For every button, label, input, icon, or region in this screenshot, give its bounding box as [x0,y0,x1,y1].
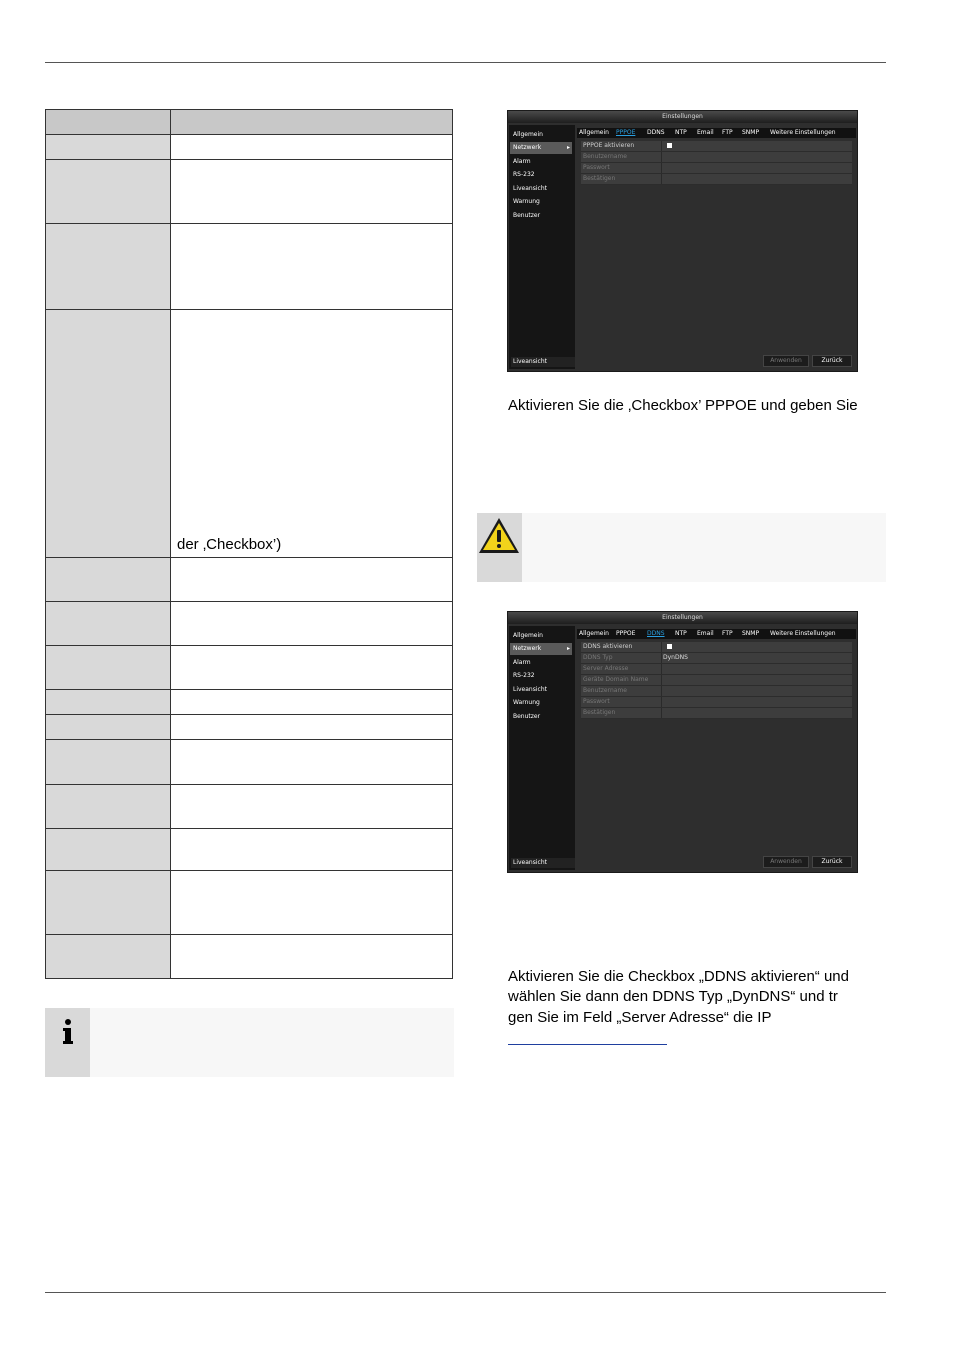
table-row-value [171,690,453,715]
sidebar-item-liveansicht[interactable]: Liveansicht [513,686,547,693]
link-underline[interactable] [508,1044,667,1045]
dvr-screenshot-ddns [507,611,858,873]
info-note [45,1008,454,1077]
dvr-tab-bar [577,629,856,639]
dvr-screenshot-pppoe [507,110,858,372]
row-separator [661,697,662,707]
dvr-settings-rows [581,141,852,185]
table-row-value [171,310,453,558]
setting-row-passwort [581,163,852,174]
table-row-value [171,160,453,224]
table-row-label [46,829,171,871]
tab-ntp[interactable]: NTP [675,630,687,637]
table-row-label [46,646,171,690]
sidebar-item-netzwerk[interactable]: Netzwerk ▸ [510,142,572,154]
table-row-value [171,715,453,740]
setting-label: Benutzername [583,687,627,694]
back-button[interactable]: Zurück [812,355,852,367]
table-header-parameter [46,110,171,135]
row-separator [661,163,662,173]
tab-ddns[interactable]: DDNS [647,630,665,637]
table-row-value [171,935,453,979]
table-row-label [46,602,171,646]
table-row-label [46,310,171,558]
dvr-window-title: Einstellungen [508,111,857,123]
setting-label: Benutzername [583,153,627,160]
table-row-value [171,558,453,602]
row-separator [661,675,662,685]
setting-row-pppoe-aktivieren [581,141,852,152]
row-separator [661,686,662,696]
setting-row-benutzername [581,152,852,163]
table-row-label [46,871,171,935]
table-row-value [171,740,453,785]
ddns-instruction-line-2: wählen Sie dann den DDNS Typ „DynDNS“ und tr [508,988,838,1005]
setting-row-ddns-typ [581,653,852,664]
table-row-value [171,135,453,160]
apply-button[interactable]: Anwenden [763,355,809,367]
setting-row-bestaetigen [581,174,852,185]
tab-allgemein[interactable]: Allgemein [579,129,609,136]
sidebar-item-alarm[interactable]: Alarm [513,659,531,666]
sidebar-item-rs232[interactable]: RS-232 [513,171,535,178]
tab-snmp[interactable]: SNMP [742,129,760,136]
ddns-type-select[interactable]: DynDNS [663,654,688,661]
table-row-value [171,785,453,829]
tab-pppoe[interactable]: PPPOE [616,129,636,136]
table-row-label [46,785,171,829]
back-button[interactable]: Zurück [812,856,852,868]
table-row-label [46,558,171,602]
tab-allgemein[interactable]: Allgemein [579,630,609,637]
setting-label: PPPOE aktivieren [583,142,635,149]
sidebar-item-alarm[interactable]: Alarm [513,158,531,165]
warning-note [477,513,886,582]
tab-ftp[interactable]: FTP [722,129,733,136]
table-row-value [171,871,453,935]
info-icon [45,1014,90,1054]
tab-ddns[interactable]: DDNS [647,129,665,136]
row-separator [661,653,662,663]
sidebar-item-warnung[interactable]: Warnung [513,198,540,205]
table-row-label [46,690,171,715]
setting-row-geraete-domain-name [581,675,852,686]
table-row-value [171,829,453,871]
sidebar-item-liveansicht[interactable]: Liveansicht [513,185,547,192]
dvr-window-title: Einstellungen [508,612,857,624]
table-row-label [46,935,171,979]
row-separator [661,174,662,184]
tab-snmp[interactable]: SNMP [742,630,760,637]
table-row-label [46,740,171,785]
setting-label: DDNS aktivieren [583,643,633,650]
row-separator [661,152,662,162]
ddns-checkbox[interactable] [667,644,672,649]
sidebar-item-rs232[interactable]: RS-232 [513,672,535,679]
sidebar-item-netzwerk[interactable]: Netzwerk ▸ [510,643,572,655]
dvr-tab-bar [577,128,856,138]
tab-pppoe[interactable]: PPPOE [616,630,636,637]
table-row-label [46,135,171,160]
bottom-rule [45,1292,886,1293]
setting-row-passwort [581,697,852,708]
table-row-value [171,602,453,646]
setting-row-benutzername [581,686,852,697]
top-rule [45,62,886,63]
setting-label: Passwort [583,698,610,705]
table-header-description [171,110,453,135]
sidebar-item-warnung[interactable]: Warnung [513,699,540,706]
table-row-value [171,646,453,690]
sidebar-item-allgemein[interactable]: Allgemein [513,131,543,138]
ddns-instruction-line-3: gen Sie im Feld „Server Adresse“ die IP [508,1009,772,1026]
row-separator [661,708,662,718]
liveansicht-button[interactable]: Liveansicht [511,858,575,868]
setting-label: Bestätigen [583,709,616,716]
warning-note-sidebar [477,513,522,582]
sidebar-item-benutzer[interactable]: Benutzer [513,713,541,720]
tab-email[interactable]: Email [697,630,714,637]
tab-ftp[interactable]: FTP [722,630,733,637]
table-row-label [46,715,171,740]
ddns-instruction-line-1: Aktivieren Sie die Checkbox „DDNS aktivieren“ und [508,968,849,985]
row-separator [661,664,662,674]
info-note-sidebar [45,1008,90,1077]
apply-button[interactable]: Anwenden [763,856,809,868]
pppoe-checkbox[interactable] [667,143,672,148]
tab-email[interactable]: Email [697,129,714,136]
setting-row-bestaetigen [581,708,852,719]
table-row-value [171,224,453,310]
pppoe-instruction-text: Aktivieren Sie die ‚Checkbox’ PPPOE und geben Sie [508,397,858,414]
setting-label: Geräte Domain Name [583,676,649,683]
setting-label: Passwort [583,164,610,171]
setting-label: Server Adresse [583,665,629,672]
sidebar-item-allgemein[interactable]: Allgemein [513,632,543,639]
parameter-table [45,109,453,979]
dvr-settings-rows [581,642,852,719]
table-row-label [46,224,171,310]
warning-triangle-icon [477,515,522,559]
setting-label: DDNS Typ [583,654,613,661]
table-row-label [46,160,171,224]
row-separator [661,141,662,151]
setting-row-ddns-aktivieren [581,642,852,653]
tab-ntp[interactable]: NTP [675,129,687,136]
tab-weitere-einstellungen[interactable]: Weitere Einstellungen [770,630,836,637]
row-separator [661,642,662,652]
tab-weitere-einstellungen[interactable]: Weitere Einstellungen [770,129,836,136]
setting-label: Bestätigen [583,175,616,182]
setting-row-server-adresse [581,664,852,675]
checkbox-hint-text: der ‚Checkbox’) [177,536,282,553]
liveansicht-button[interactable]: Liveansicht [511,357,575,367]
sidebar-item-benutzer[interactable]: Benutzer [513,212,541,219]
